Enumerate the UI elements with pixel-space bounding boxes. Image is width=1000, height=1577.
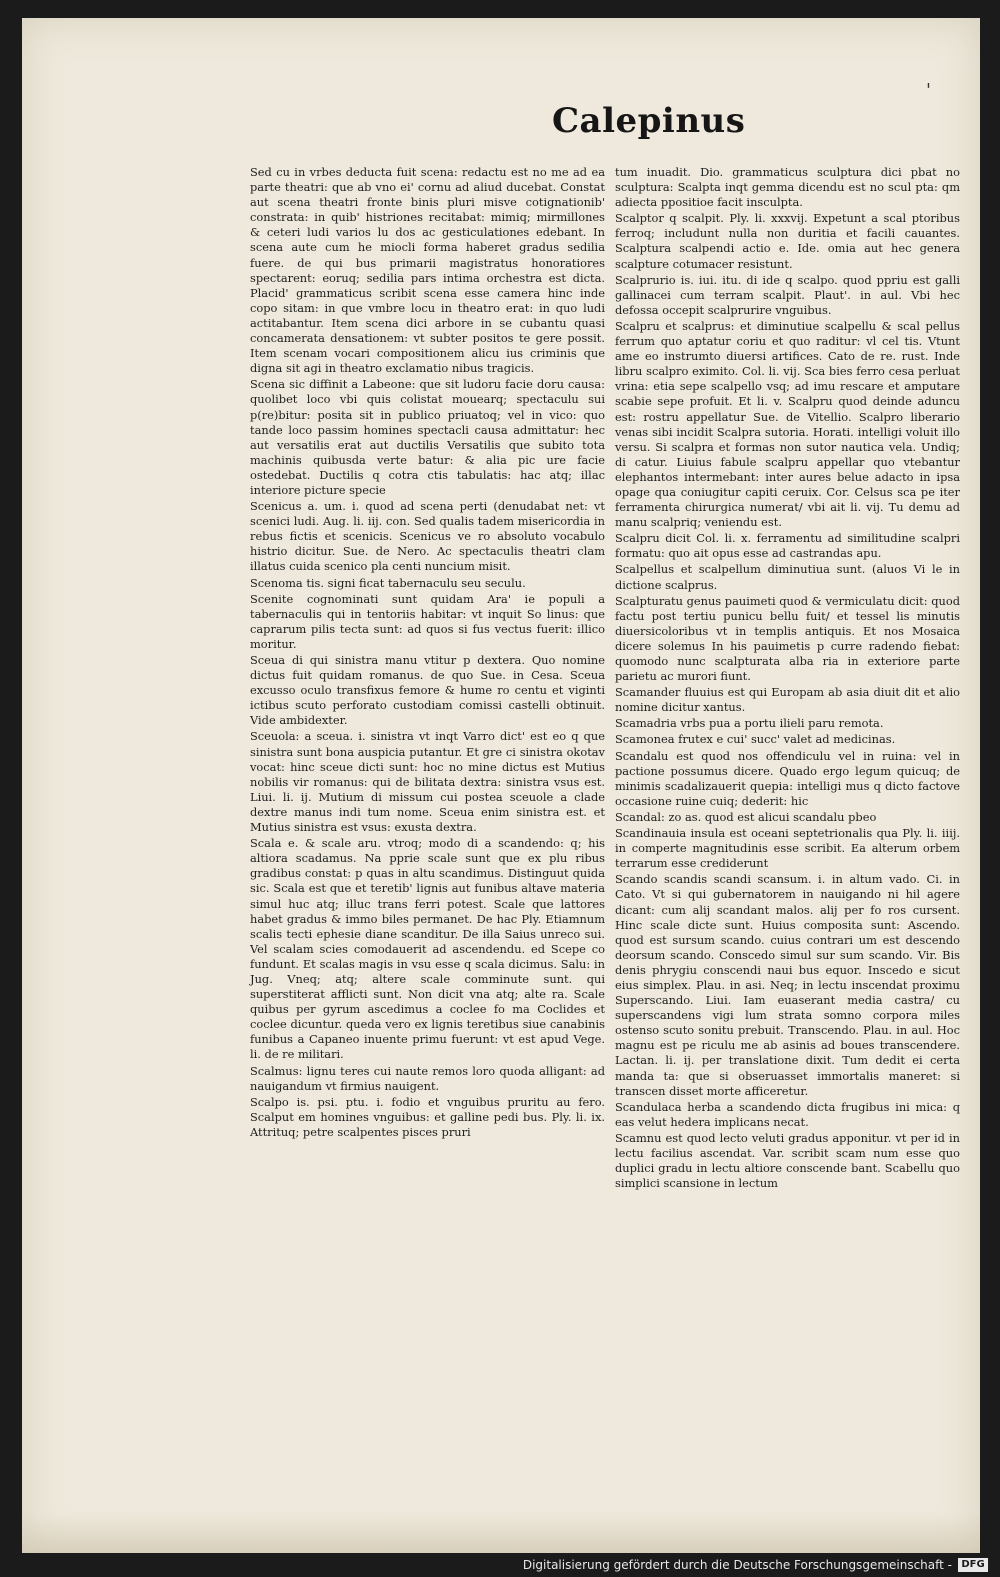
paragraph: Scena sic diffinit a Labeone: que sit ludoru facie doru causa: quolibet loco vbi quis colistat mouearq; spectaculu sui p(re)bitur: posita sit in publico priuatoq; vel in vico: quo tande loco passim homines spectacli causa admittatur: hec aut versatilis erat aut ductilis Versatilis que subito tota machinis quibusda verte batur: & alia pic ure facie ostedebat. Ductilis q cotra ctis tabulatis: hac atq; illac interiore picture specie: [250, 377, 605, 497]
paragraph: Scando scandis scandi scansum. i. in altum vado. Ci. in Cato. Vt si qui gubernatorem in nauigando ni hil agere dicant: cum alij scandant malos. alij per fo ros cursent. Hinc scale dicte sunt. Huius composita sunt: Ascendo. quod est sursum scando. cuius contrari um est descendo deorsum scando. Conscedo simul sur sum scando. Vir. Bis denis phrygiu conscendi naui bus equor. Inscedo e sicut eius simplex. Plau. in asi. Neq; in lectu inscendat proximu Superscando. Liui. Iam euaserant media castra/ cu superscandens vigi lum strata somno corpora miles ostenso scuto sonitu prebuit. Transcendo. Plau. in aul. Hoc magnu est pe riculu me ab asinis ad boues transcendere. Lactan. li. ij. per translatione dixit. Tum dedit ei certa manda ta: que si obseruasset immortalis maneret: si transcen disset morte afficeretur.: [615, 872, 960, 1098]
paragraph: Scenite cognominati sunt quidam Ara' ie populi a tabernaculis qui in tentoriis habitar: vt inquit So linus: que caprarum pilis tecta sunt: ad quos si fus vectus fuerit: illico moritur.: [250, 591, 605, 651]
paragraph: Scandulaca herba a scandendo dicta frugibus ini mica: q eas velut hedera implicans necat.: [615, 1099, 960, 1129]
dfg-logo: DFG: [958, 1558, 988, 1572]
paragraph: Scalpellus et scalpellum diminutiua sunt. (aluos Vi le in dictione scalprus.: [615, 562, 960, 592]
margin-mark: ': [926, 80, 931, 101]
paragraph: Scandinauia insula est oceani septetrionalis qua Ply. li. iiij. in comperte magnitudinis esse scribit. Ea alterum orbem terrarum esse crediderunt: [615, 826, 960, 871]
book-page: [22, 18, 980, 1553]
paragraph: Scala e. & scale aru. vtroq; modo di a scandendo: q; his altiora scadamus. Na pprie scale sunt que ex plu ribus gradibus constat: p quas in altu scandimus. Distinguut quida sic. Scala est que et teretib' lignis aut funibus altave materia simul huc atq; illuc trans ferri potest. Scale que lattores habet gradus & immo biles permanet. De hac Ply. Etiamnum scalis tecti ephesie diane scanditur. De illa Saius unreco sui. Vel scalam scies comodauerit ad ascendendu. ed Scepe co fundunt. Et scalas magis in vsu esse q scala dicimus. Salu: in Jug. Vneq; atq; altere scale comminute sunt. qui superstiterat afflicti sunt. Non dicit vna atq; alte ra. Scale quibus per gyrum ascedimus a coclee fo ma Coclides et coclee dicuntur. queda vero ex lignis teretibus siue canabinis funibus a Capaneo inuente primu fuerunt: vt est apud Vege. li. de re militari.: [250, 836, 605, 1062]
paragraph: Scalpru dicit Col. li. x. ferramentu ad similitudine scalpri formatu: quo ait opus esse ad castrandas apu.: [615, 531, 960, 561]
paragraph: Scandal: zo as. quod est alicui scandalu pbeo: [615, 809, 877, 824]
paragraph: Sceuola: a sceua. i. sinistra vt inqt Varro dict' est eo q que sinistra sunt bona auspicia putantur. Et gre ci sinistra okotav vocat: hinc sceue dicti sunt: hoc no mine dictus est Mutius nobilis vir romanus: qui de bilitata dextra: sinistra vsus est. Liui. li. ij. Mutium di missum cui postea sceuole a clade dextre manus indi tum nome. Sceua enim sinistra est. et Mutius sinistra est vsus: exusta dextra.: [250, 729, 605, 835]
paragraph: Scandalu est quod nos offendiculu vel in ruina: vel in pactione possumus dicere. Quado ergo legum quicuq; de minimis scadalizauerit quepia: intelligi mus q dicto factove occasione ruine cuiq; dederit: hic: [615, 748, 960, 808]
right-column: [615, 165, 960, 1192]
paragraph: Scenoma tis. signi ficat tabernaculu seu seculu.: [250, 575, 526, 590]
paragraph: Scamnu est quod lecto veluti gradus apponitur. vt per id in lectu facilius ascendat. Var. scribit scam num esse quo duplici gradu in lectu altiore conscende bant. Scabellu quo simplici scansione in lectum: [615, 1130, 960, 1191]
paragraph: Scenicus a. um. i. quod ad scena perti (denudabat net: vt scenici ludi. Aug. li. iij. con. Sed qualis tadem misericordia in rebus fictis et scenicis. Scenicus ve ro absoluto vocabulo histrio dicitur. Sue. de Nero. Ac spectaculis theatri clam illatus cuida scenico pla centi nuncium misit.: [250, 499, 605, 574]
paragraph: Scalpturatu genus pauimeti quod & vermiculatu dicit: quod factu post tertiu punicu bellu fuit/ et tessel lis minutis diuersicoloribus vt in templis antiquis. Et nos Mosaica dicere solemus In his pauimetis p curre radendo fiebat: quomodo nunc scalpturata alba ria in exteriore parte parietu ac murori fiunt.: [615, 593, 960, 684]
paragraph: Scalmus: lignu teres cui naute remos loro quoda alligant: ad nauigandum vt firmius nauigent.: [250, 1063, 605, 1093]
paragraph: tum inuadit. Dio. grammaticus sculptura dici pbat no sculptura: Scalpta inqt gemma dicendu est no scul pta: qm adiecta ppositioe facit insculpta.: [615, 165, 960, 210]
running-head: Calepinus: [552, 101, 746, 141]
paragraph: Scalpru et scalprus: et diminutiue scalpellu & scal pellus ferrum quo aptatur coriu et quo raditur: vl cel tis. Vtunt ame eo instrumto diuersi artifices. Cato de re. rust. Inde libru scalpro eximito. Col. li. vij. Sca bies ferro cesa perluat vrina: etia sepe scalpello vsq; ad imu rescare et amputare scabie sepe profuit. Et li. v. Scalpru quod deinde aduncu est: rostru appellatur Sue. de Vitellio. Scalpro liberario venas sibi incidit Scalpra sutoria. Horati. intelligi voluit illo versu. Si scalpra et formas non sutor nautica vela. Undiq; di catur. Liuius fabule scalpru appellar quo vtebantur elephantos intermebant: inter aures belue adacto in ipsa opage qua coniugitur capiti ceruix. Cor. Celsus sca pe iter ferramenta chirurgica numerat/ vbi ait li. vij. Tu demu ad manu scalpriq; veniendu est.: [615, 318, 960, 530]
paragraph: Scalptor q scalpit. Ply. li. xxxvij. Expetunt a scal ptoribus ferroq; includunt nulla non duritia et facili cauantes. Scalptura scalpendi actio e. Ide. omia aut hec genera scalpture cotumacer resistunt.: [615, 211, 960, 271]
paragraph: Scalprurio is. iui. itu. di ide q scalpo. quod ppriu est galli gallinacei cum terram scalpit. Plaut'. in aul. Vbi hec defossa occepit scalprurire vnguibus.: [615, 272, 960, 317]
paragraph: Scamander fluuius est qui Europam ab asia diuit dit et alio nomine dicitur xantus.: [615, 685, 960, 715]
paragraph: Sed cu in vrbes deducta fuit scena: redactu est no me ad ea parte theatri: que ab vno ei' cornu ad aliud ducebat. Constat aut scena theatri fronte binis pluri misve cotignationib' constrata: in quib' histriones recitabat: mimiq; mirmillones & ceteri ludi varios lu dos ac gesticulationes edebant. In scena aute cum he miocli forma haberet gradus sedilia fuere. de qui bus primarii magistratus honoratiores spectarent: eoruq; sedilia pars intima orchestra est dicta. Placid' grammaticus scribit scena esse camera hinc inde copo sitam: in que vmbre locu in theatro erat: in quo ludi actitabantur. Item scena dici arbore in se cubantu quasi concamerata densationem: vt subter positos te gere possit. Item scenam vocari compositionem alicu ius criminis que digna sit agi in theatro exclamatio nibus tragicis.: [250, 165, 605, 376]
paragraph: Scamadria vrbs pua a portu ilieli paru remota.: [615, 716, 884, 731]
paragraph: Scalpo is. psi. ptu. i. fodio et vnguibus pruritu au fero. Scalput em homines vnguibus: et galline pedi bus. Ply. li. ix. Attrituq; petre scalpentes pisces pruri: [250, 1094, 605, 1139]
footer-credit: Digitalisierung gefördert durch die Deutsche Forschungsgemeinschaft -: [522, 1558, 952, 1572]
left-column: [250, 165, 605, 1141]
footer-bar: [0, 1553, 1000, 1577]
paragraph: Scamonea frutex e cui' succ' valet ad medicinas.: [615, 732, 896, 747]
paragraph: Sceua di qui sinistra manu vtitur p dextera. Quo nomine dictus fuit quidam romanus. de quo Sue. in Cesa. Sceua excusso oculo transfixus femore & hume ro centu et viginti ictibus scuto perforato custodiam comissi castelli obtinuit. Vide ambidexter.: [250, 653, 605, 728]
